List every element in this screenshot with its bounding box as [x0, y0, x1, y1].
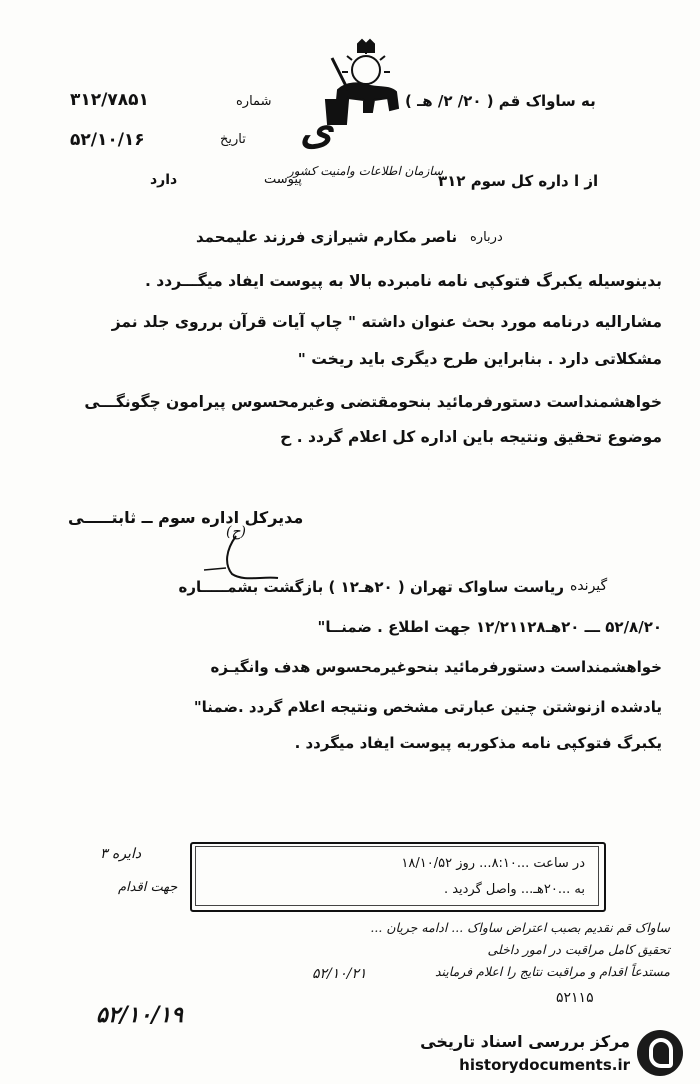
- recipients-line-4: یادشده ازنوشتن چنین عبارتی مشخص ونتیجه اعلام گردد .ضمنا": [193, 698, 662, 716]
- handwritten-note-1: ساواک قم نقدیم بصبب اعتراض ساواک ... ادامه جریان ...: [370, 920, 670, 935]
- body-line-2: مشارالیه درنامه مورد بحث عنوان داشته " چاپ آیات قرآن برروی جلد نمز: [111, 313, 662, 331]
- body-line-1: بدینوسیله یکبرگ فتوکپی نامه نامبرده بالا به پیوست ایفاد میگـــردد .: [145, 272, 662, 290]
- number-value: ۳۱۲/۷۸۵۱: [70, 90, 149, 110]
- watermark-title: مرکز بررسی اسناد تاریخی: [420, 1032, 630, 1051]
- handwritten-note-2: تحقیق کامل مراقبت در امور داخلی: [487, 942, 670, 957]
- recipients-line-2: ۵۲/۸/۲۰ ـــ ۲۰هـ۱۲/۲۱۱۲۸ جهت اطلاع . ضمنــا": [317, 618, 662, 636]
- signatory-initials: (ح): [226, 524, 246, 540]
- handwritten-note-4: ۵۲/۱۰/۲۱: [312, 966, 367, 982]
- body-line-5: موضوع تحقیق ونتیجه باین اداره کل اعلام گردد . ح: [280, 428, 662, 446]
- attachment-label: پیوست: [264, 172, 302, 187]
- margin-note-1: دایره ۳: [100, 846, 142, 862]
- recipients-line-1: ریاست ساواک تهران ( ۲۰هـ۱۲ ) بازگشت بشمـــــاره: [178, 578, 564, 596]
- date-value: ۵۲/۱۰/۱۶: [70, 130, 145, 150]
- recipients-line-3: خواهشمنداست دستورفرمائید بنحوغیرمحسوس هدف وانگیـزه: [210, 658, 662, 676]
- recipients-label: گیرنده: [570, 578, 608, 594]
- body-line-4: خواهشمنداست دستورفرمائید بنحومقتضی وغیرمحسوس پیرامون چگونگـــی: [84, 393, 662, 411]
- recipient-value: ساواک قم ( ۲۰/ ۲/ هـ ): [405, 92, 576, 110]
- stamp-line-2: به ...۲۰هـ... واصل گردید .: [443, 882, 585, 897]
- recipients-line-5: یکبرگ فتوکپی نامه مذکوربه پیوست ایفاد میگردد .: [294, 734, 662, 752]
- handwritten-mark: ی: [300, 104, 333, 153]
- handwritten-note-3: مستدعاً اقدام و مراقبت نتایج را اعلام فرمایند: [434, 964, 670, 979]
- seal-heading: سازمان اطلاعات وامنیت کشور: [288, 164, 443, 178]
- subject-value: ناصر مکارم شیرازی فرزند علیمحمد: [196, 228, 458, 246]
- attachment-value: دارد: [150, 172, 178, 188]
- margin-note-2: جهت اقدام: [118, 880, 178, 895]
- stamp-line-1: در ساعت ...۸:۱۰... روز ۱۸/۱۰/۵۲: [401, 856, 585, 871]
- subject-label: درباره: [470, 230, 503, 245]
- signatory-title: مدیرکل اداره سوم ــ ثابتـــــی: [68, 508, 304, 527]
- note-number: ۵۲۱۱۵: [556, 990, 594, 1006]
- receipt-stamp-inner-frame: [195, 846, 599, 906]
- watermark-url[interactable]: historydocuments.ir: [459, 1056, 630, 1074]
- recipient-suffix: به: [581, 92, 596, 110]
- sender-value: ا داره کل سوم ۳۱۲: [438, 172, 580, 190]
- archive-logo-mark-icon: [649, 1038, 673, 1068]
- body-line-3: مشکلاتی دارد . بنابراین طرح دیگری باید ریخت ": [297, 350, 662, 368]
- sender-prefix: از: [584, 172, 599, 190]
- margin-date: ۵۲/۱۰/۱۹: [96, 1002, 183, 1028]
- number-label: شماره: [236, 94, 272, 109]
- date-label: تاریخ: [220, 132, 246, 147]
